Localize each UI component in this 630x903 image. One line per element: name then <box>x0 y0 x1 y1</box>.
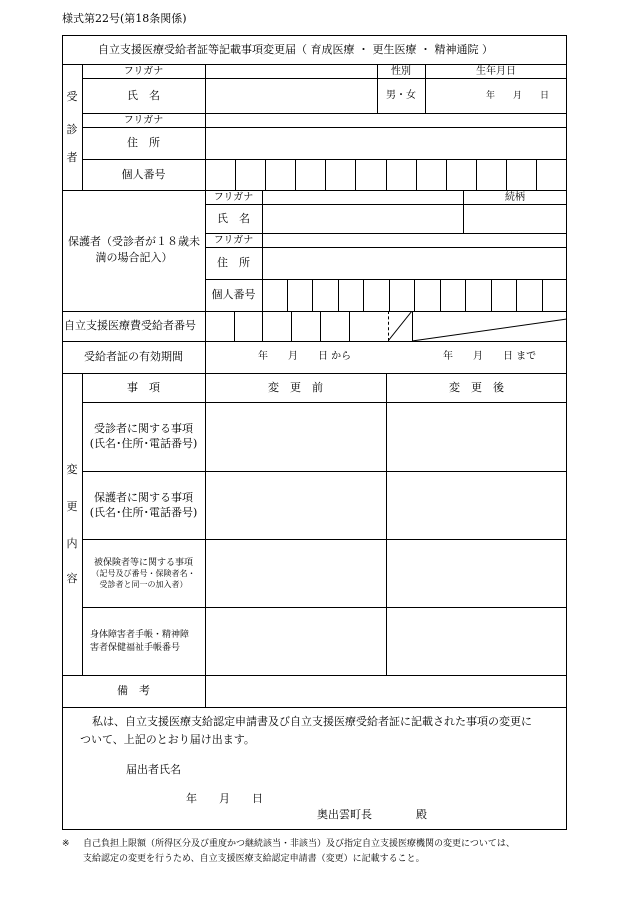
patient-section-char-3: 者 <box>66 150 78 164</box>
declaration-line-1: 私は、自立支援医療支給認定申請書及び自立支援医療受給者証に記載された事項の変更に <box>92 715 532 728</box>
changes-section-char-4: 容 <box>66 571 78 585</box>
remarks-label: 備 考 <box>117 684 150 698</box>
patient-address-label: 住 所 <box>127 136 160 150</box>
birth-label: 生年月日 <box>476 65 516 77</box>
changes-section-char-1: 変 <box>66 462 78 476</box>
patient-name-field[interactable] <box>206 79 376 113</box>
changes-section-char-2: 更 <box>66 499 78 513</box>
sex-options[interactable]: 男・女 <box>386 90 416 102</box>
applicant-name-label: 届出者氏名 <box>126 763 181 776</box>
declaration-line-2: ついて、上記のとおり届け出ます。 <box>80 733 255 746</box>
applicant-name-field[interactable] <box>200 758 500 780</box>
change-row-sublabel: 受診者と同一の加入者） <box>99 579 188 589</box>
addressee: 奥出雲町長 殿 <box>317 808 427 821</box>
change-row-handbook <box>82 608 205 675</box>
col-after-header: 変 更 後 <box>449 380 504 394</box>
validity-from[interactable]: 年 月 日 から <box>258 351 352 362</box>
form-title: 自立支援医療受給者証等記載事項変更届（ 育成医療 ・ 更生医療 ・ 精神通院 ） <box>98 43 493 56</box>
change-row-insurance <box>82 540 205 607</box>
change-row-sublabel: (氏名･住所･電話番号) <box>89 505 198 519</box>
guardian-address-label: 住 所 <box>217 256 250 270</box>
declaration-date[interactable]: 年 月 日 <box>186 792 263 805</box>
birth-date-field[interactable]: 年 月 日 <box>486 91 550 101</box>
guardian-address-field[interactable] <box>263 248 566 279</box>
patient-furigana-label: フリガナ <box>123 65 164 77</box>
guardian-personal-no-label: 個人番号 <box>211 288 256 302</box>
change-after-field[interactable] <box>387 540 566 606</box>
change-before-field[interactable] <box>206 540 385 606</box>
guardian-section-label: 保護者（受診者が１８歳未満の場合記入） <box>68 235 200 264</box>
sex-label: 性別 <box>391 65 411 77</box>
form-number: 様式第22号(第18条関係) <box>62 12 187 25</box>
change-row-guardian <box>82 472 205 539</box>
change-before-field[interactable] <box>206 608 385 674</box>
remarks-field[interactable] <box>206 676 566 707</box>
change-before-field[interactable] <box>206 403 385 470</box>
change-before-field[interactable] <box>206 472 385 538</box>
change-after-field[interactable] <box>387 472 566 538</box>
col-item-header: 事 項 <box>127 380 160 394</box>
recipient-no-slash <box>388 311 567 341</box>
patient-name-label: 氏 名 <box>127 88 160 102</box>
recipient-no-label: 自立支援医療費受給者番号 <box>64 319 196 332</box>
patient-address-field[interactable] <box>206 128 566 159</box>
change-after-field[interactable] <box>387 608 566 674</box>
change-row-patient <box>82 403 205 471</box>
relation-field[interactable] <box>464 205 566 233</box>
patient-furigana-field[interactable] <box>206 65 376 78</box>
patient-address-furigana-label: フリガナ <box>123 114 164 126</box>
change-row-label: 身体障害者手帳・精神障 <box>90 630 190 641</box>
guardian-name-field[interactable] <box>263 205 462 233</box>
note-line-1: 自己負担上限額（所得区分及び重度かつ継続該当・非該当）及び指定自立支援医療機関の変更については、 <box>83 839 515 849</box>
validity-label: 受給者証の有効期間 <box>84 350 183 364</box>
relation-label: 続柄 <box>505 191 525 203</box>
change-row-sublabel: （記号及び番号・保険者名・ <box>91 568 196 578</box>
patient-section-char-2: 診 <box>66 122 78 136</box>
col-before-header: 変 更 前 <box>268 380 323 394</box>
guardian-furigana-label: フリガナ <box>213 191 254 203</box>
change-row-label: 保護者に関する事項 <box>94 490 193 504</box>
validity-to[interactable]: 年 月 日 まで <box>443 351 537 362</box>
patient-personal-no-label: 個人番号 <box>121 167 166 181</box>
guardian-address-furigana-label: フリガナ <box>213 234 254 246</box>
change-row-sublabel: 害者保健福祉手帳番号 <box>90 642 181 653</box>
patient-section-char-1: 受 <box>66 89 78 103</box>
change-after-field[interactable] <box>387 403 566 470</box>
change-row-label: 受診者に関する事項 <box>94 422 193 436</box>
changes-section-char-3: 内 <box>66 536 78 550</box>
change-row-sublabel: (氏名･住所･電話番号) <box>89 437 198 450</box>
change-row-label: 被保険者等に関する事項 <box>93 557 193 568</box>
note-mark: ※ <box>62 839 70 849</box>
note-line-2: 支給認定の変更を行うため、自立支援医療支給認定申請書（変更）に記載すること。 <box>83 854 425 864</box>
guardian-name-label: 氏 名 <box>217 211 250 225</box>
